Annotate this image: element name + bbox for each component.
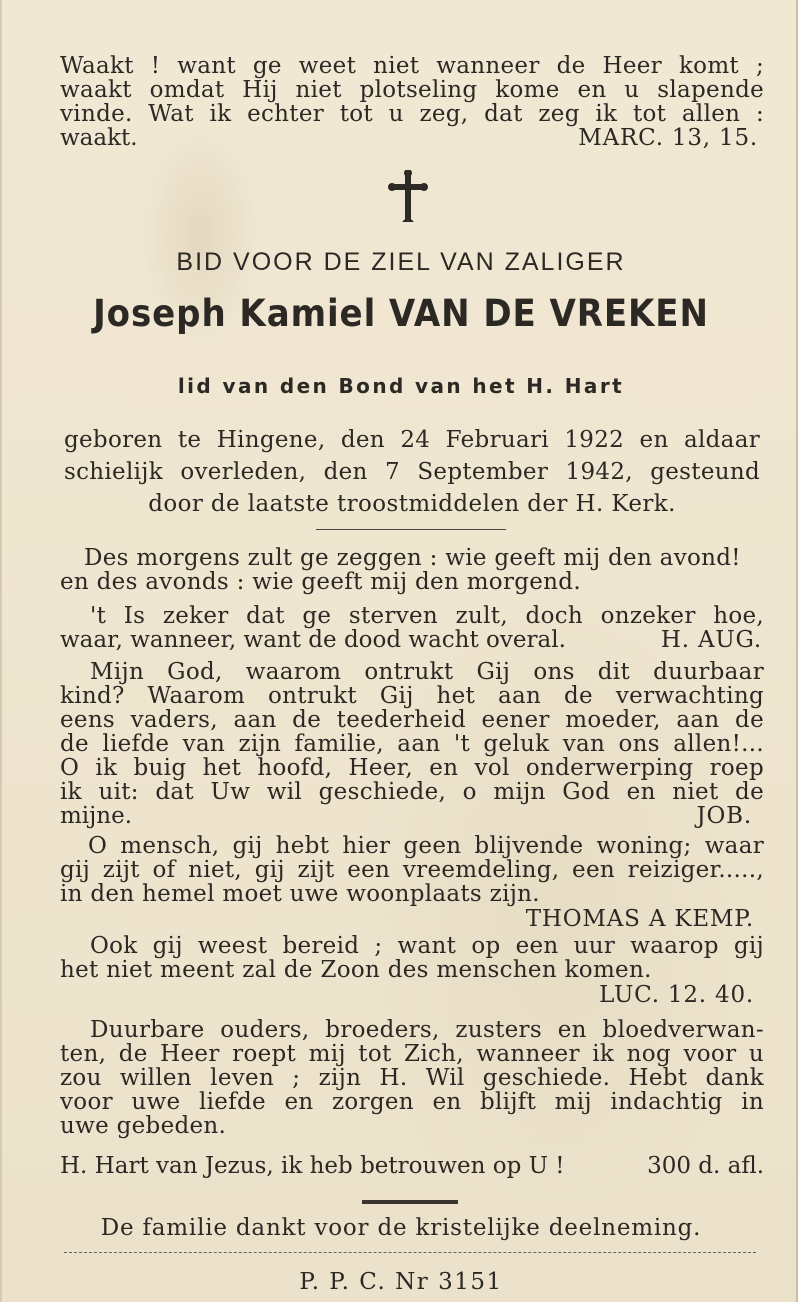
quote-line: Duurbare ouders, broeders, zusters en bloedverwan- [90,1017,764,1043]
quote-line: kind? Waarom ontrukt Gij het aan de verwachting [60,683,764,709]
epigraph-line: vinde. Wat ik echter tot u zeg, dat zeg ik tot allen : [60,101,764,127]
quote-5 [60,934,764,1008]
indulgence-days: 300 d. afl. [647,1153,764,1179]
divider-bold [362,1200,458,1204]
biography-line: door de laatste troostmiddelen der H. Kerk. [148,491,676,517]
indulgence-row [60,1154,764,1178]
epigraph-last-line: waakt. [60,125,138,151]
cross-icon [388,170,428,226]
quote-line: Des morgens zult ge zeggen : wie geeft mij den avond! [84,545,741,571]
epigraph-last-row [60,126,764,150]
biography-line: schielijk overleden, den 7 September 1942, gesteund [64,459,760,485]
quote-2-text [60,604,764,628]
quote-line: het niet meent zal de Zoon des menschen komen. [60,957,652,983]
quote-line: gij zijt of niet, gij zijt een vreemdeling, een reiziger....., [60,857,764,883]
epigraph-text [60,54,764,126]
quote-3-last-row [60,804,764,828]
epigraph [60,54,764,150]
membership-line: lid van den Bond van het H. Hart [177,374,625,398]
quote-line: waar, wanneer, want de dood wacht overal. [60,627,566,653]
quote-line: de liefde van zijn familie, aan 't geluk van ons allen!... [60,731,764,757]
quote-2-last-row [60,628,764,652]
quote-6-text [60,1018,764,1114]
prayer-heading: BID VOOR DE ZIEL VAN ZALIGER [176,248,626,276]
indulgence [60,1154,764,1178]
quote-4-reference: THOMAS A KEMP. [525,906,754,932]
epigraph-reference: MARC. 13, 15. [578,125,758,151]
dotted-rule [64,1252,756,1253]
epigraph-line: Waakt ! want ge weet niet wanneer de Heer komt ; [60,53,764,79]
quote-line: O ik buig het hoofd, Heer, en vol onderwerping roep [60,755,764,781]
quote-5-text [60,934,764,958]
quote-line: voor uwe liefde en zorgen en blijft mij indachtig in [60,1089,764,1115]
quote-line: ten, de Heer roept mij tot Zich, wanneer ik nog voor u [60,1041,764,1067]
biography [64,424,760,520]
quote-line: uwe gebeden. [60,1113,227,1139]
quote-1 [60,546,764,594]
printer-mark: P. P. C. Nr 3151 [299,1269,503,1295]
quote-line: ik uit: dat Uw wil geschiede, o mijn God en niet de [60,779,764,805]
quote-5-reference: LUC. 12. 40. [599,982,754,1008]
quote-4-text [60,834,764,882]
indulgence-prayer: H. Hart van Jezus, ik heb betrouwen op U ! [60,1153,565,1179]
quote-line: O mensch, gij hebt hier geen blijvende woning; waar [88,833,764,859]
thanks-line: De familie dankt voor de kristelijke deelneming. [100,1215,702,1241]
quote-2-reference: H. AUG. [660,627,762,653]
quote-line: zou willen leven ; zijn H. Wil geschiede. Hebt dank [60,1065,764,1091]
epigraph-line: waakt omdat Hij niet plotseling kome en u slapende [60,77,764,103]
quote-3 [60,660,764,828]
biography-text [64,424,760,488]
quote-line: in den hemel moet uwe woonplaats zijn. [60,881,540,907]
quote-1-text [60,546,764,570]
quote-2 [60,604,764,652]
quote-line: Ook gij weest bereid ; want op een uur waarop gij [90,933,764,959]
deceased-name: Joseph Kamiel VAN DE VREKEN [93,292,709,335]
quote-4 [60,834,764,932]
quote-6 [60,1018,764,1138]
quote-line: 't Is zeker dat ge sterven zult, doch onzeker hoe, [90,603,764,629]
quote-line: mijne. [60,803,133,829]
biography-line: geboren te Hingene, den 24 Februari 1922 en aldaar [64,427,760,453]
quote-line: en des avonds : wie geeft mij den morgend. [60,569,581,595]
quote-3-reference: JOB. [696,803,752,829]
quote-line: eens vaders, aan de teederheid eener moeder, aan de [60,707,764,733]
quote-3-text [60,660,764,804]
divider [316,529,506,530]
quote-line: Mijn God, waarom ontrukt Gij ons dit duurbaar [90,659,764,685]
